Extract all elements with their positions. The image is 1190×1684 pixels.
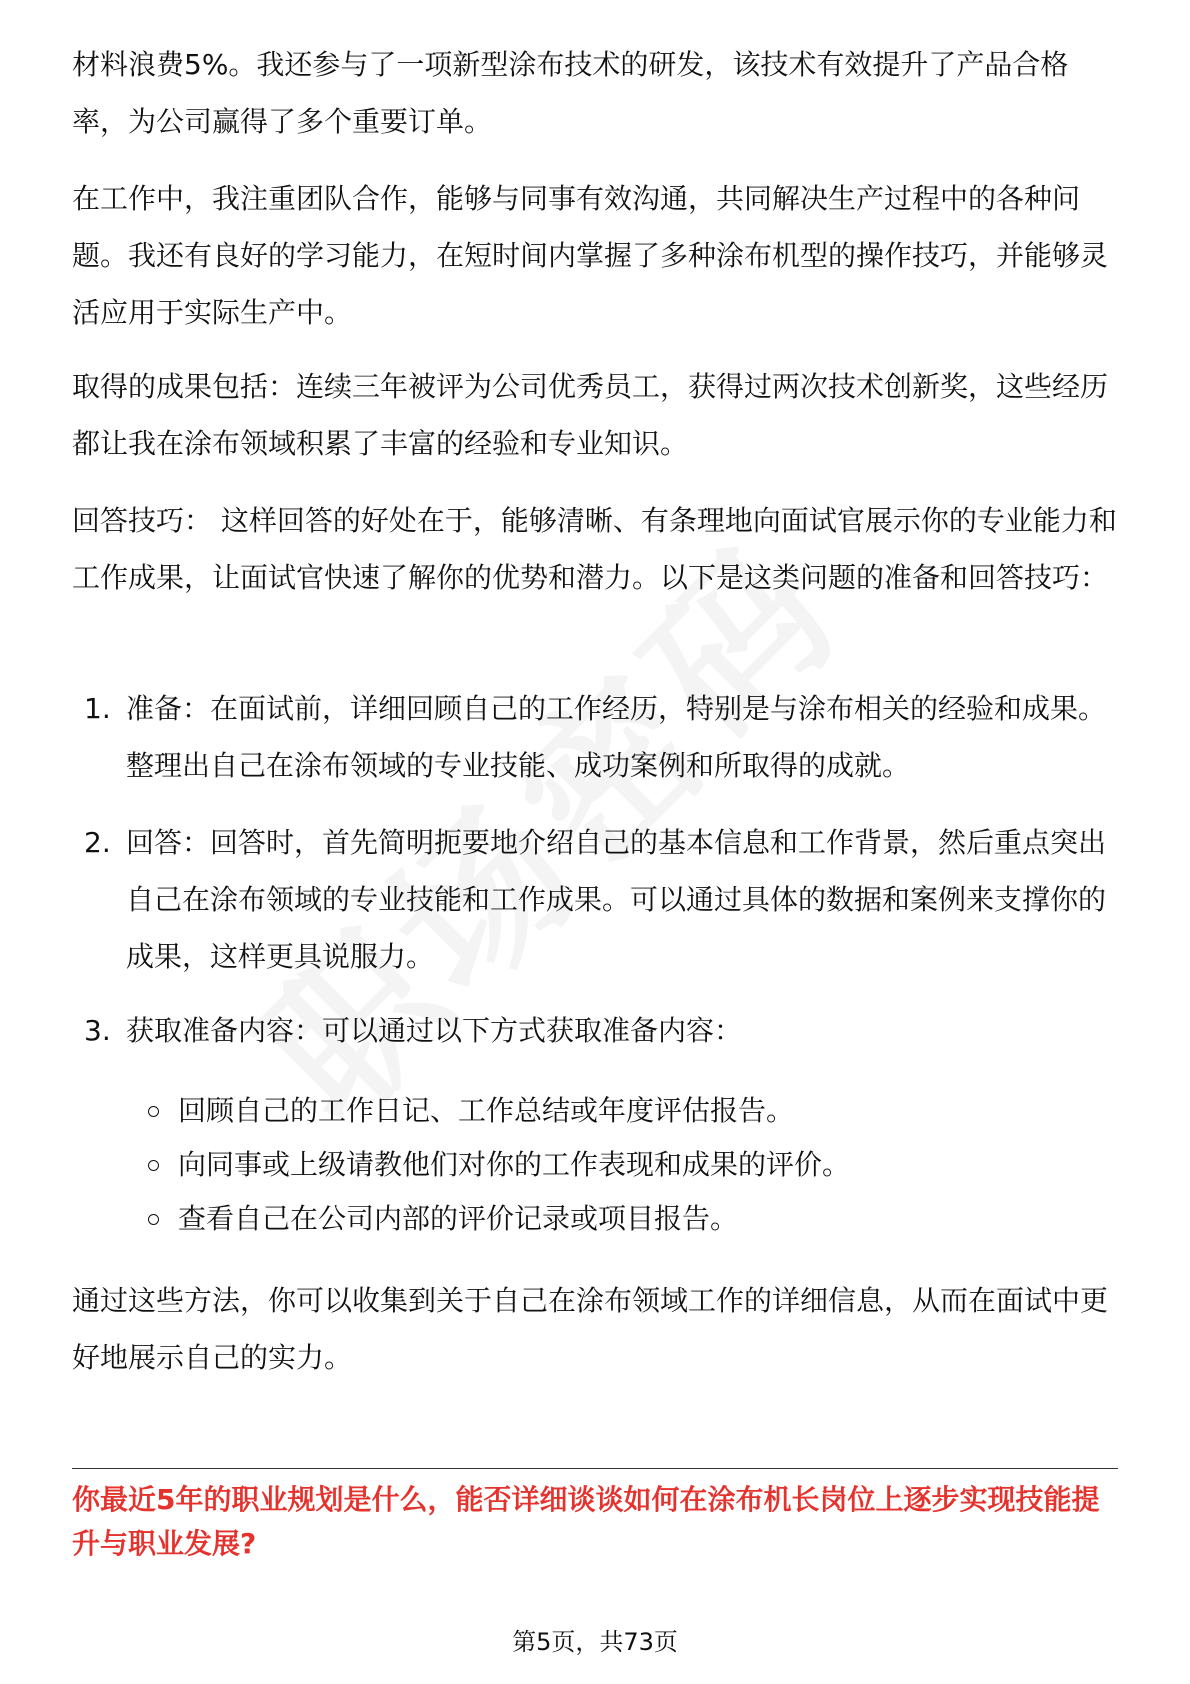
list-item-prepare — [84, 680, 1114, 794]
list-number: 3. — [84, 1014, 111, 1047]
list-number: 1. — [84, 692, 111, 725]
list-item-gather — [84, 1002, 1114, 1059]
bullet-item — [148, 1190, 1108, 1247]
list-item-answer — [84, 814, 1114, 985]
bullet-text: 查看自己在公司内部的评价记录或项目报告。 — [178, 1202, 739, 1235]
paragraph-material-waste: 材料浪费5%。我还参与了一项新型涂布技术的研发，该技术有效提升了产品合格率，为公司赢得了多个重要订单。 — [72, 48, 1069, 138]
bullet-item — [148, 1082, 1108, 1139]
list-text: 获取准备内容：可以通过以下方式获取准备内容： — [126, 1014, 743, 1047]
page-number: 第5页，共73页 — [512, 1628, 678, 1656]
paragraph-teamwork: 在工作中，我注重团队合作，能够与同事有效沟通，共同解决生产过程中的各种问题。我还有良好的学习能力，在短时间内掌握了多种涂布机型的操作技巧，并能够灵活应用于实际生产中。 — [72, 182, 1109, 329]
circle-bullet-icon — [148, 1106, 159, 1117]
paragraph-answer-tips: 回答技巧： 这样回答的好处在于，能够清晰、有条理地向面试官展示你的专业能力和工作成果，让面试官快速了解你的优势和潜力。以下是这类问题的准备和回答技巧： — [72, 504, 1117, 594]
list-text: 回答：回答时，首先简明扼要地介绍自己的基本信息和工作背景，然后重点突出自己在涂布领域的专业技能和工作成果。可以通过具体的数据和案例来支撑你的成果，这样更具说服力。 — [126, 826, 1107, 973]
paragraph-conclusion: 通过这些方法，你可以收集到关于自己在涂布领域工作的详细信息，从而在面试中更好地展示自己的实力。 — [72, 1284, 1109, 1374]
list-text: 准备：在面试前，详细回顾自己的工作经历，特别是与涂布相关的经验和成果。整理出自己在涂布领域的专业技能、成功案例和所取得的成就。 — [126, 692, 1107, 782]
bullet-text: 向同事或上级请教他们对你的工作表现和成果的评价。 — [178, 1148, 851, 1181]
paragraph-achievements: 取得的成果包括：连续三年被评为公司优秀员工，获得过两次技术创新奖，这些经历都让我在涂布领域积累了丰富的经验和专业知识。 — [72, 370, 1109, 460]
next-question-heading: 你最近5年的职业规划是什么，能否详细谈谈如何在涂布机长岗位上逐步实现技能提升与职业发展? — [72, 1483, 1100, 1560]
bullet-text: 回顾自己的工作日记、工作总结或年度评估报告。 — [178, 1094, 795, 1127]
circle-bullet-icon — [148, 1160, 159, 1171]
bullet-item — [148, 1136, 1108, 1193]
section-divider — [72, 1468, 1118, 1469]
circle-bullet-icon — [148, 1214, 159, 1225]
list-number: 2. — [84, 826, 111, 859]
